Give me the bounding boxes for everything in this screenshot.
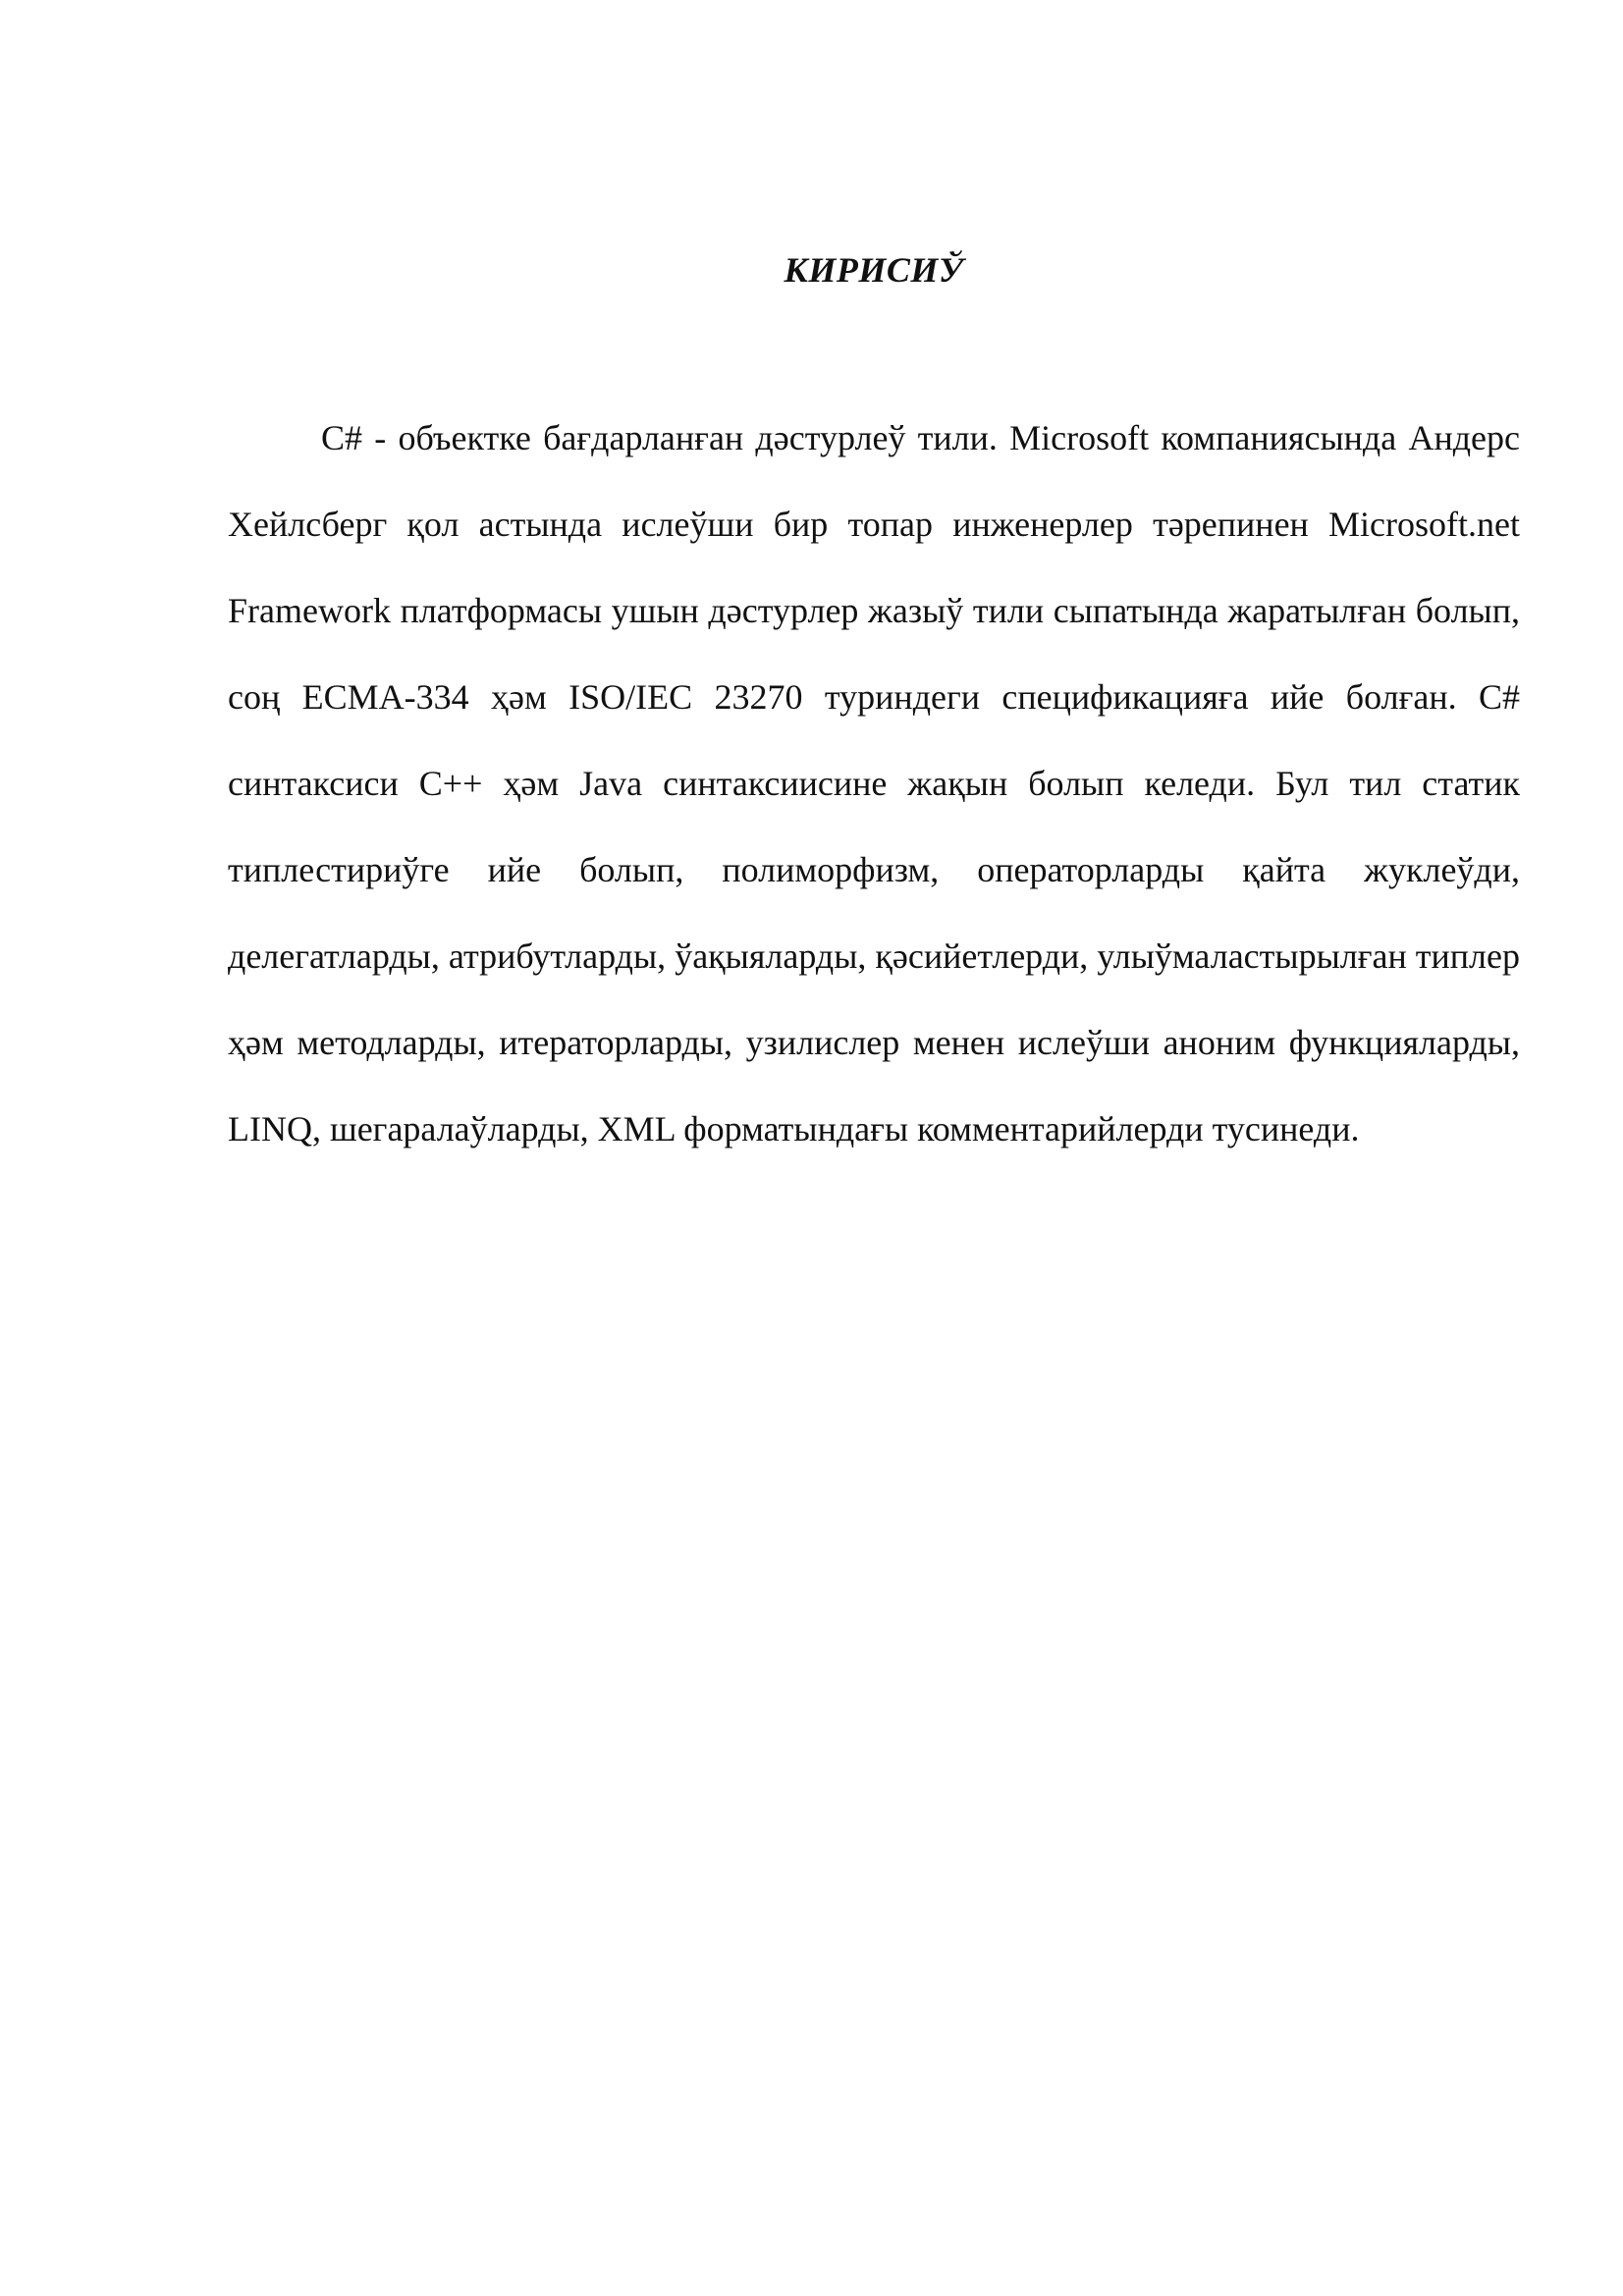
- body-paragraph: C# - объектке бағдарланған дәстурлеў тили. Microsoft компаниясында Андерс Хейлсберг қол астында ислеўши бир топар инженерлер тәрепинен Microsoft.net Framework платформасы ушын дәстурлер жазыў тили сыпатында жаратылған болып, соң ECMA-334 ҳәм ISO/IEC 23270 туриндеги спецификацияға ийе болған. C# синтаксиси C++ ҳәм Java синтаксиисине жақын болып келеди. Бул тил статик типлестириўге ийе болып, полиморфизм, операторларды қайта жуклеўди, делегатларды, атрибутларды, ўақыяларды, қәсийетлерди, улыўмаластырылған типлер ҳәм методларды, итераторларды, узилислер менен ислеўши аноним функцияларды, LINQ, шегаралаўларды, XML форматындағы комментарийлерди тусинеди.: [228, 418, 1520, 1148]
- section-heading: КИРИСИЎ: [784, 250, 964, 290]
